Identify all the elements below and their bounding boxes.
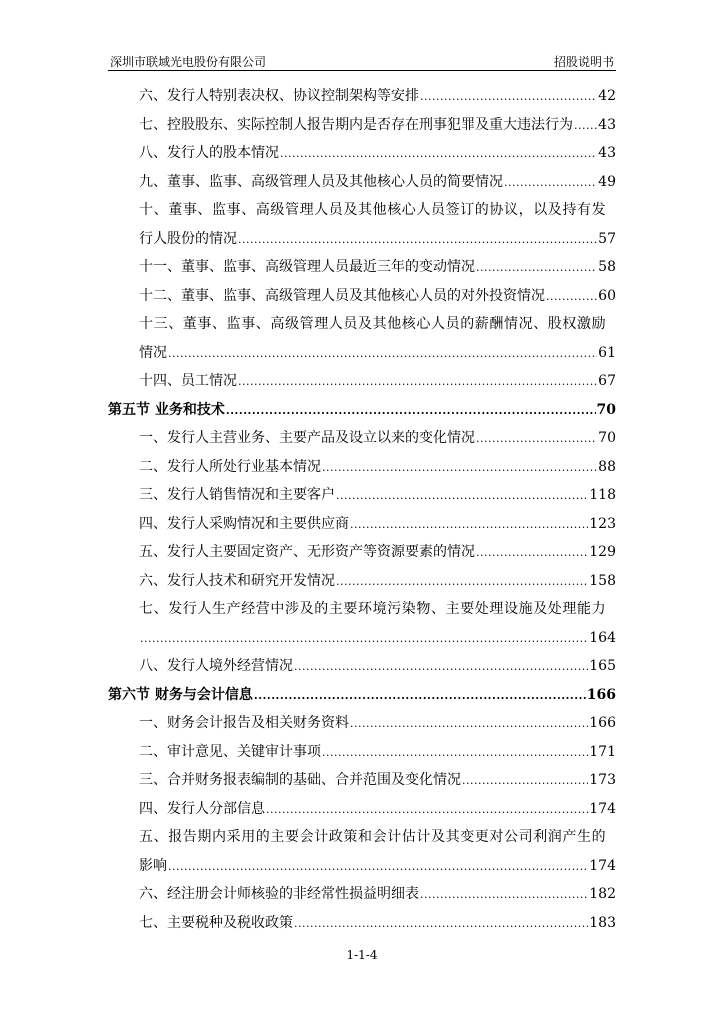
toc-dot-leader <box>280 140 597 169</box>
toc-entry-page: 58 <box>598 259 616 275</box>
toc-entry[interactable] <box>108 82 616 111</box>
toc-entry-title: 六、发行人特别表决权、协议控制架构等安排 <box>139 88 419 104</box>
toc-entry[interactable] <box>108 424 616 453</box>
toc-entry-title: 情况 <box>139 344 167 361</box>
toc-entry-title: 十二、董事、监事、高级管理人员及其他核心人员的对外投资情况 <box>139 287 545 304</box>
toc-entry-page: 173 <box>589 772 616 788</box>
toc-entry-page: 174 <box>589 857 616 874</box>
toc-dot-leader <box>226 397 596 426</box>
toc-entry-title: 二、审计意见、关键审计事项 <box>139 743 321 760</box>
toc-entry-title: 七、控股股东、实际控制人报告期内是否存在刑事犯罪及重大违法行为 <box>139 116 573 133</box>
toc-entry[interactable] <box>108 225 616 254</box>
toc-entry-title-line1: 十三、董事、监事、高级管理人员及其他核心人员的薪酬情况、股权激励 <box>139 316 607 332</box>
toc-entry-title-line1: 七、发行人生产经营中涉及的主要环境污染物、主要处理设施及处理能力 <box>139 601 607 617</box>
toc-entry[interactable] <box>108 709 616 738</box>
toc-entry-page: 61 <box>598 344 616 361</box>
header-doc-type: 招股说明书 <box>553 55 614 69</box>
toc-dot-leader <box>350 710 588 739</box>
toc-entry-page: 49 <box>598 173 616 190</box>
toc-entry[interactable] <box>108 880 616 909</box>
toc-entry-line1[interactable] <box>108 595 616 624</box>
toc-entry[interactable] <box>108 367 616 396</box>
toc-entry[interactable] <box>108 510 616 539</box>
page-header <box>108 50 616 71</box>
toc-entry[interactable] <box>108 652 616 681</box>
toc-entry[interactable] <box>108 282 616 311</box>
toc-entry[interactable] <box>108 111 616 140</box>
toc-dot-leader <box>336 568 588 597</box>
toc-entry[interactable] <box>108 168 616 197</box>
toc-entry-page: 174 <box>589 800 616 817</box>
toc-section-heading[interactable] <box>108 396 616 425</box>
toc-entry-page: 43 <box>598 145 616 161</box>
toc-dot-leader <box>546 283 597 312</box>
toc-entry[interactable] <box>108 253 616 282</box>
toc-dot-leader <box>238 226 597 255</box>
toc-dot-leader <box>168 340 597 369</box>
toc-entry-page: 88 <box>598 458 616 475</box>
table-of-contents <box>108 82 616 937</box>
toc-entry-page: 70 <box>598 430 616 446</box>
toc-entry-line1[interactable] <box>108 196 616 225</box>
toc-entry-page: 164 <box>589 629 616 646</box>
toc-dot-leader <box>574 112 597 141</box>
toc-dot-leader <box>476 254 597 283</box>
header-company-name: 深圳市联域光电股份有限公司 <box>110 55 267 69</box>
toc-entry[interactable] <box>108 453 616 482</box>
toc-entry-title-line1: 十、董事、监事、高级管理人员及其他核心人员签订的协议，以及持有发 <box>139 202 607 218</box>
toc-entry-page: 43 <box>598 116 616 133</box>
toc-dot-leader <box>322 739 588 768</box>
toc-entry-title: 十一、董事、监事、高级管理人员最近三年的变动情况 <box>139 259 475 275</box>
toc-entry-title: 三、合并财务报表编制的基础、合并范围及变化情况 <box>139 772 461 788</box>
toc-entry-title: 九、董事、监事、高级管理人员及其他核心人员的简要情况 <box>139 173 503 190</box>
toc-entry[interactable] <box>108 852 616 881</box>
toc-entry[interactable] <box>108 909 616 938</box>
toc-dot-leader <box>254 682 586 711</box>
toc-entry[interactable] <box>108 139 616 168</box>
toc-dot-leader <box>266 796 588 825</box>
toc-entry-title: 四、发行人采购情况和主要供应商 <box>139 515 349 532</box>
toc-entry-page: 171 <box>589 743 616 760</box>
toc-entry[interactable] <box>108 738 616 767</box>
toc-entry-page: 60 <box>598 287 616 304</box>
toc-dot-leader <box>168 853 588 882</box>
toc-entry-title: 八、发行人的股本情况 <box>139 145 279 161</box>
toc-dot-leader <box>140 625 588 654</box>
toc-entry[interactable] <box>108 624 616 653</box>
toc-entry-page: 158 <box>589 572 616 589</box>
toc-entry-title: 五、发行人主要固定资产、无形资产等资源要素的情况 <box>139 544 475 560</box>
toc-entry-page: 182 <box>589 886 616 902</box>
toc-entry-title: 行人股份的情况 <box>139 230 237 247</box>
toc-dot-leader <box>294 910 588 939</box>
page-number: 1-1-4 <box>346 948 378 962</box>
toc-dot-leader <box>238 368 597 397</box>
toc-entry-page: 70 <box>596 401 616 418</box>
toc-entry[interactable] <box>108 339 616 368</box>
toc-entry-title: 十四、员工情况 <box>139 373 237 389</box>
toc-entry-title: 第五节 业务和技术 <box>108 401 225 418</box>
toc-entry[interactable] <box>108 795 616 824</box>
toc-entry-title: 一、财务会计报告及相关财务资料 <box>139 715 349 731</box>
toc-entry-page: 123 <box>589 515 616 532</box>
toc-dot-leader <box>504 169 597 198</box>
toc-entry-title: 六、经注册会计师核验的非经常性损益明细表 <box>139 886 419 902</box>
toc-entry-page: 118 <box>589 487 616 503</box>
toc-entry-title: 影响 <box>139 857 167 874</box>
toc-entry-title: 三、发行人销售情况和主要客户 <box>139 487 335 503</box>
toc-entry-page: 183 <box>589 914 616 931</box>
toc-entry-line1[interactable] <box>108 823 616 852</box>
toc-dot-leader <box>336 482 588 511</box>
toc-dot-leader <box>420 881 588 910</box>
toc-entry-page: 165 <box>589 658 616 674</box>
toc-entry-title: 八、发行人境外经营情况 <box>139 658 293 674</box>
toc-entry-title: 四、发行人分部信息 <box>139 800 265 817</box>
toc-dot-leader <box>476 539 588 568</box>
toc-dot-leader <box>420 83 597 112</box>
toc-entry-page: 42 <box>598 88 616 104</box>
toc-entry[interactable] <box>108 766 616 795</box>
toc-entry-page: 129 <box>589 544 616 560</box>
toc-entry[interactable] <box>108 538 616 567</box>
toc-section-heading[interactable] <box>108 681 616 710</box>
toc-entry-title: 二、发行人所处行业基本情况 <box>139 458 321 475</box>
toc-entry-page: 166 <box>586 686 616 703</box>
toc-dot-leader <box>350 511 588 540</box>
toc-entry[interactable] <box>108 567 616 596</box>
toc-entry-title: 六、发行人技术和研究开发情况 <box>139 572 335 589</box>
toc-dot-leader <box>294 653 588 682</box>
toc-entry-title: 第六节 财务与会计信息 <box>108 686 253 703</box>
toc-entry-title: 一、发行人主营业务、主要产品及设立以来的变化情况 <box>139 430 475 446</box>
toc-dot-leader <box>462 767 588 796</box>
toc-entry-title-line1: 五、报告期内采用的主要会计政策和会计估计及其变更对公司利润产生的 <box>139 829 607 845</box>
toc-entry-line1[interactable] <box>108 310 616 339</box>
toc-dot-leader <box>476 425 597 454</box>
toc-entry-page: 67 <box>598 373 616 389</box>
toc-entry-page: 166 <box>589 715 616 731</box>
toc-entry[interactable] <box>108 481 616 510</box>
toc-entry-page: 57 <box>598 230 616 247</box>
toc-entry-title: 七、主要税种及税收政策 <box>139 914 293 931</box>
toc-dot-leader <box>322 454 597 483</box>
